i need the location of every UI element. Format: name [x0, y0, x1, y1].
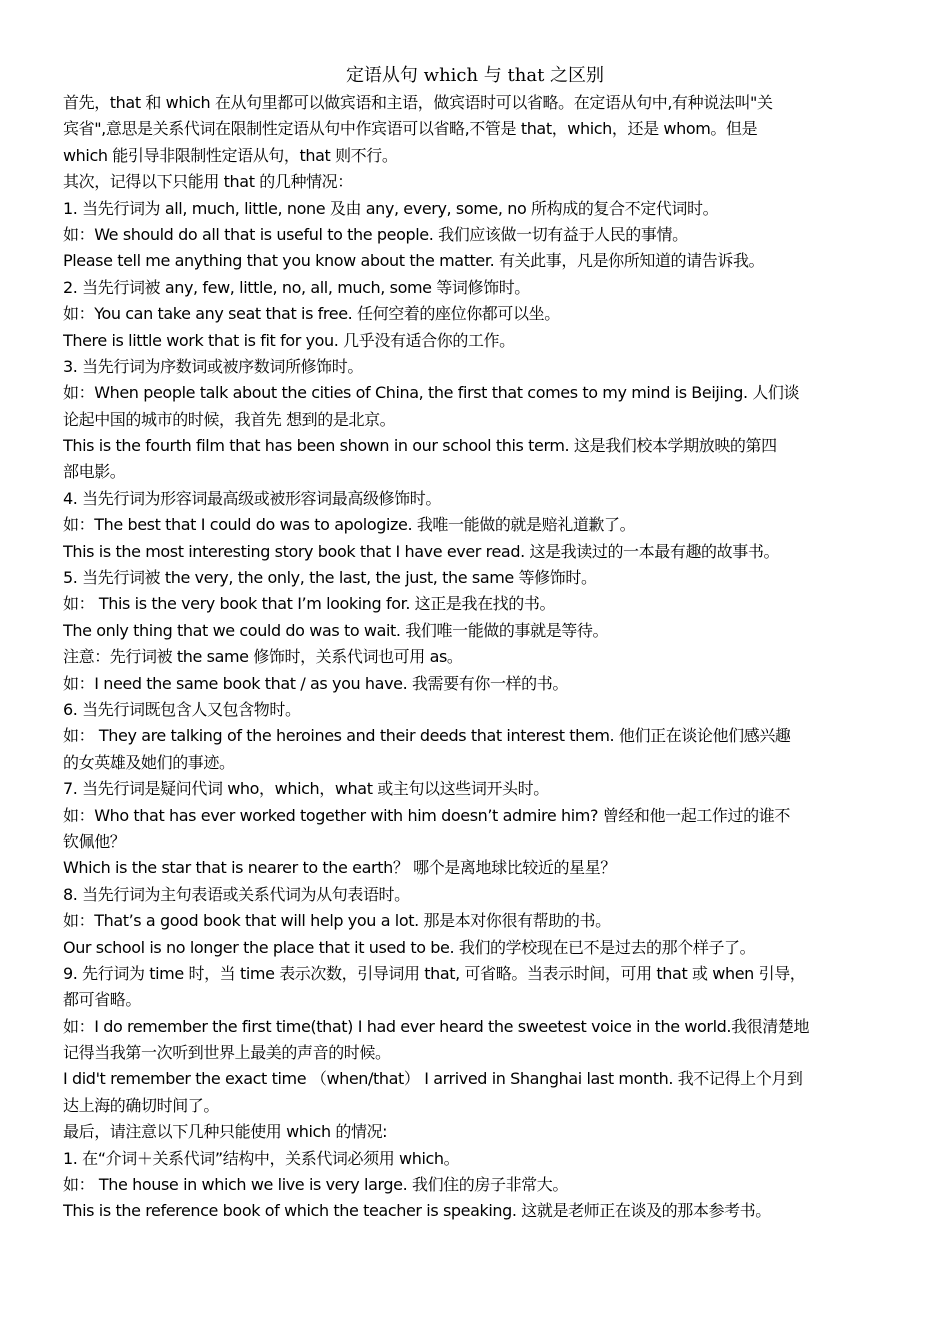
text-line: This is the reference book of which the teacher is speaking. 这就是老师正在谈及的那本参考书。 — [63, 1201, 771, 1221]
text-line: The only thing that we could do was to wait. 我们唯一能做的事就是等待。 — [63, 620, 609, 640]
text-line: I did't remember the exact time （when/that） I arrived in Shanghai last month. 我不记得上个月到 — [63, 1069, 803, 1089]
text-line: 部电影。 — [63, 462, 126, 482]
text-line: 达上海的确切时间了。 — [63, 1095, 220, 1115]
text-line: 9. 先行词为 time 时，当 time 表示次数，引导词用 that, 可省略。当表示时间，可用 that 或 when 引导， — [63, 963, 806, 983]
text-line: 3. 当先行词为序数词或被序数词所修饰时。 — [63, 356, 363, 376]
text-line: 如：I do remember the first time(that) I had ever heard the sweetest voice in the world.我很清楚地 — [63, 1016, 810, 1036]
text-line: 宾省",意思是关系代词在限制性定语从句中作宾语可以省略,不管是 that，which，还是 whom。但是 — [63, 119, 758, 139]
text-line: 如：You can take any seat that is free. 任何空着的座位你都可以坐。 — [63, 304, 560, 324]
text-line: 如：We should do all that is useful to the people. 我们应该做一切有益于人民的事情。 — [63, 224, 688, 244]
text-line: Which is the star that is nearer to the earth？ 哪个是离地球比较近的星星？ — [63, 858, 616, 878]
text-line: 如：That’s a good book that will help you a lot. 那是本对你很有帮助的书。 — [63, 911, 611, 931]
text-line: 如：Who that has ever worked together with him doesn’t admire him? 曾经和他一起工作过的谁不 — [63, 805, 790, 825]
text-line: 如： The house in which we live is very large. 我们住的房子非常大。 — [63, 1175, 568, 1195]
text-line: 4. 当先行词为形容词最高级或被形容词最高级修饰时。 — [63, 488, 441, 508]
text-line: This is the fourth film that has been shown in our school this term. 这是我们校本学期放映的第四 — [63, 436, 777, 456]
text-line: 其次，记得以下只能用 that 的几种情况： — [63, 172, 353, 192]
text-line: 如： This is the very book that I’m looking for. 这正是我在找的书。 — [63, 594, 556, 614]
text-line: 如：I need the same book that / as you have. 我需要有你一样的书。 — [63, 673, 568, 693]
text-line: 如： They are talking of the heroines and their deeds that interest them. 他们正在谈论他们感兴趣 — [63, 726, 791, 746]
text-line: Please tell me anything that you know about the matter. 有关此事，凡是你所知道的请告诉我。 — [63, 251, 765, 271]
text-line: This is the most interesting story book that I have ever read. 这是我读过的一本最有趣的故事书。 — [63, 541, 780, 561]
text-line: 6. 当先行词既包含人又包含物时。 — [63, 699, 301, 719]
text-line: 1. 当先行词为 all, much, little, none 及由 any, every, some, no 所构成的复合不定代词时。 — [63, 198, 719, 218]
text-line: which 能引导非限制性定语从句，that 则不行。 — [63, 145, 398, 165]
text-line: 如：When people talk about the cities of China, the first that comes to my mind is Beijing. 人们谈 — [63, 383, 800, 403]
text-line: 如：The best that I could do was to apologize. 我唯一能做的就是赔礼道歉了。 — [63, 515, 636, 535]
text-line: 注意：先行词被 the same 修饰时，关系代词也可用 as。 — [63, 647, 463, 667]
document-title: 定语从句 which 与 that 之区别 — [345, 65, 605, 86]
text-line: 都可省略。 — [63, 990, 142, 1010]
text-line: 2. 当先行词被 any, few, little, no, all, much, some 等词修饰时。 — [63, 277, 530, 297]
text-line: 记得当我第一次听到世界上最美的声音的时候。 — [63, 1043, 391, 1063]
text-line: 钦佩他？ — [63, 831, 126, 851]
text-line: 首先，that 和 which 在从句里都可以做宾语和主语，做宾语时可以省略。在定语从句中,有种说法叫"关 — [63, 93, 773, 112]
document-body — [63, 90, 891, 1225]
text-line: 的女英雄及她们的事迹。 — [63, 752, 235, 772]
text-line: 5. 当先行词被 the very, the only, the last, the just, the same 等修饰时。 — [63, 568, 597, 588]
text-line: 8. 当先行词为主句表语或关系代词为从句表语时。 — [63, 884, 410, 904]
text-line: There is little work that is fit for you. 几乎没有适合你的工作。 — [63, 330, 515, 350]
text-line: Our school is no longer the place that it used to be. 我们的学校现在已不是过去的那个样子了。 — [63, 937, 756, 957]
text-line: 最后，请注意以下几种只能使用 which 的情况: — [63, 1122, 388, 1142]
text-line: 1. 在“介词＋关系代词”结构中，关系代词必须用 which。 — [63, 1148, 460, 1168]
text-line: 7. 当先行词是疑问代词 who，which，what 或主句以这些词开头时。 — [63, 779, 549, 799]
text-line: 论起中国的城市的时候，我首先 想到的是北京。 — [63, 409, 396, 429]
